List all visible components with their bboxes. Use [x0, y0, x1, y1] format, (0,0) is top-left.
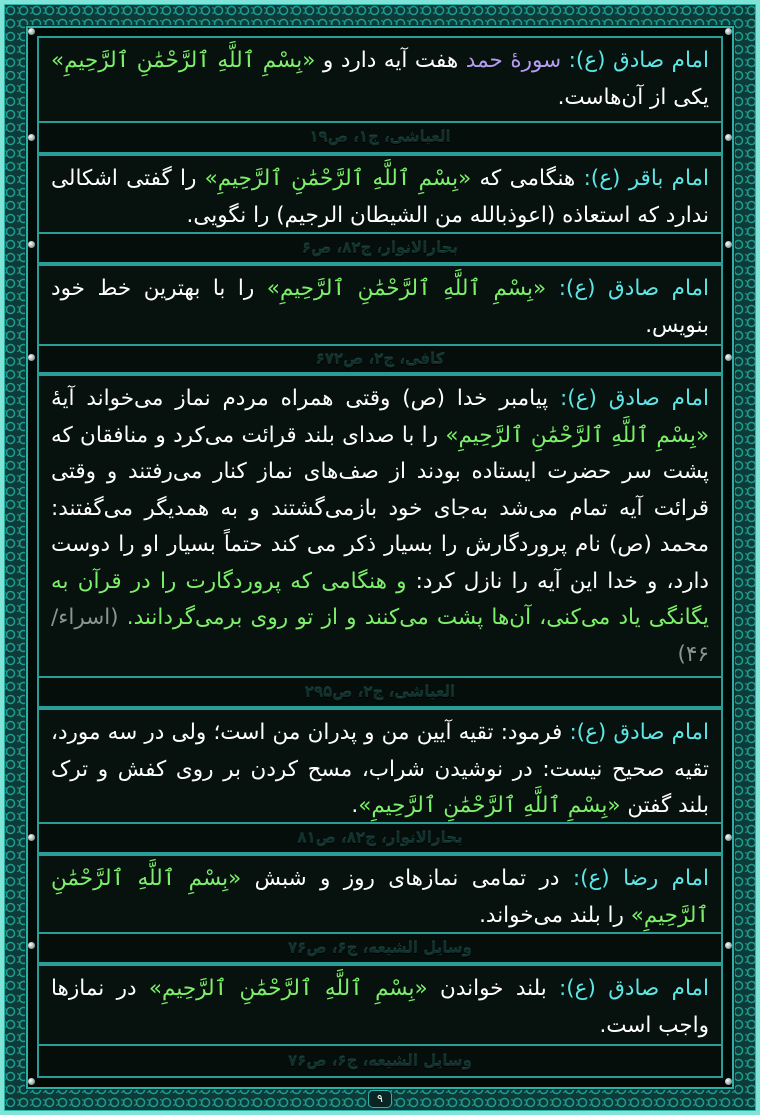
body-text: را با بهترین خط خود بنویس. — [51, 276, 709, 338]
hadith-source-7: وسایل الشیعه، ج۶، ص۷۶ — [37, 1046, 723, 1078]
hadith-text-6 — [37, 854, 723, 934]
hadith-source-4: العیاشی، ج۲، ص۲۹۵ — [37, 678, 723, 708]
screw-icon — [28, 1078, 35, 1085]
screw-icon — [28, 354, 35, 361]
body-text: فرمود: تقیه آیین من و پدران من است؛ ولی در سه مورد، تقیه صحیح نیست: در نوشیدن شراب، مسح کردن بر روی کفش و ترک بلند گفتن — [51, 720, 709, 818]
body-text: بلند خواندن — [427, 976, 560, 1001]
quran-translation: و هنگامی که پروردگارت را در قرآن به یگانگی یاد می‌کنی، آن‌ها پشت می‌کنند و از تو روی برمی‌گردانند. — [51, 568, 709, 630]
hadith-text-1 — [37, 36, 723, 123]
hadith-speaker: امام صادق (ع): — [559, 976, 709, 1001]
body-text: یکی از آن‌هاست. — [557, 84, 709, 110]
page-number: ۹ — [368, 1090, 392, 1108]
quran-verse: «بِسْمِ ٱللَّهِ ٱلرَّحْمَٰنِ ٱلرَّحِيمِ» — [266, 276, 547, 301]
screw-icon — [28, 942, 35, 949]
body-text: . — [351, 793, 359, 818]
screw-icon — [725, 1078, 732, 1085]
body-text: را گفتی اشکالی ندارد که استعاذه (اعوذبالله من الشیطان الرجیم) را نگویی. — [51, 166, 709, 228]
hadith-list — [37, 36, 723, 1077]
hadith-source-5: بحارالانوار، ج۸۲، ص۸۱ — [37, 824, 723, 854]
screw-icon — [725, 241, 732, 248]
screw-icon — [28, 28, 35, 35]
body-text: را با صدای بلند قرائت می‌کرد و منافقان که پشت سر حضرت ایستاده بودند از صف‌های نماز کنار می‌رفتند و وقتی قرائت آیه تمام می‌شد به‌جای خود بازمی‌گشتند و به همدیگر می‌گفتند: محمد (ص) نام پروردگارش را بسیار ذکر می کند حتماً بسیار او را دوست دارد، و خدا این آیه را نازل کرد: — [51, 422, 709, 594]
hadith-speaker: امام صادق (ع): — [568, 48, 709, 73]
hadith-source-2: بحارالانوار، ج۸۲، ص۶ — [37, 234, 723, 264]
screw-icon — [28, 134, 35, 141]
hadith-speaker: امام رضا (ع): — [572, 866, 709, 891]
hadith-text-5 — [37, 708, 723, 824]
hadith-text-2 — [37, 154, 723, 234]
hadith-speaker: امام صادق (ع): — [560, 386, 710, 411]
hadith-speaker: امام باقر (ع): — [583, 166, 710, 191]
body-text: در تمامی نمازهای روز و شبش — [241, 866, 573, 891]
screw-icon — [725, 942, 732, 949]
screw-icon — [725, 354, 732, 361]
screw-icon — [725, 28, 732, 35]
body-text — [546, 276, 559, 301]
quran-verse: «بِسْمِ ٱللَّهِ ٱلرَّحْمَٰنِ ٱلرَّحِيمِ» — [51, 48, 316, 73]
screw-icon — [28, 834, 35, 841]
hadith-source-3: کافی، ج۲، ص۶۷۲ — [37, 346, 723, 374]
hadith-text-7 — [37, 964, 723, 1046]
body-text: پیامبر خدا (ص) وقتی همراه مردم نماز می‌خواند آیهٔ — [51, 386, 561, 411]
body-text: هنگامی که — [471, 166, 584, 191]
screw-icon — [28, 241, 35, 248]
surah-name: سورهٔ حمد — [465, 48, 569, 73]
screw-icon — [725, 134, 732, 141]
verse-reference: (اسراء/۴۶) — [51, 605, 709, 667]
hadith-source-1: العیاشی، ج۱، ص۱۹ — [37, 123, 723, 154]
hadith-text-4 — [37, 374, 723, 678]
hadith-source-6: وسایل الشیعه، ج۶، ص۷۶ — [37, 934, 723, 964]
quran-verse: «بِسْمِ ٱللَّهِ ٱلرَّحْمَٰنِ ٱلرَّحِيمِ» — [148, 976, 428, 1001]
body-text: هفت آیه دارد و — [315, 48, 466, 73]
quran-verse: «بِسْمِ ٱللَّهِ ٱلرَّحْمَٰنِ ٱلرَّحِيمِ» — [204, 166, 472, 191]
quran-verse: «بِسْمِ ٱللَّهِ ٱلرَّحْمَٰنِ ٱلرَّحِيمِ» — [358, 793, 621, 818]
body-text: در نمازها واجب است. — [51, 976, 709, 1038]
body-text: را بلند می‌خواند. — [479, 902, 631, 928]
hadith-speaker: امام صادق (ع): — [569, 720, 709, 745]
quran-verse: «بِسْمِ ٱللَّهِ ٱلرَّحْمَٰنِ ٱلرَّحِيمِ» — [445, 422, 709, 448]
page-frame — [26, 26, 734, 1089]
hadith-speaker: امام صادق (ع): — [558, 276, 710, 301]
hadith-text-3 — [37, 264, 723, 346]
quran-verse: «بِسْمِ ٱللَّهِ ٱلرَّحْمَٰنِ ٱلرَّحِيمِ» — [51, 866, 709, 928]
screw-icon — [725, 834, 732, 841]
